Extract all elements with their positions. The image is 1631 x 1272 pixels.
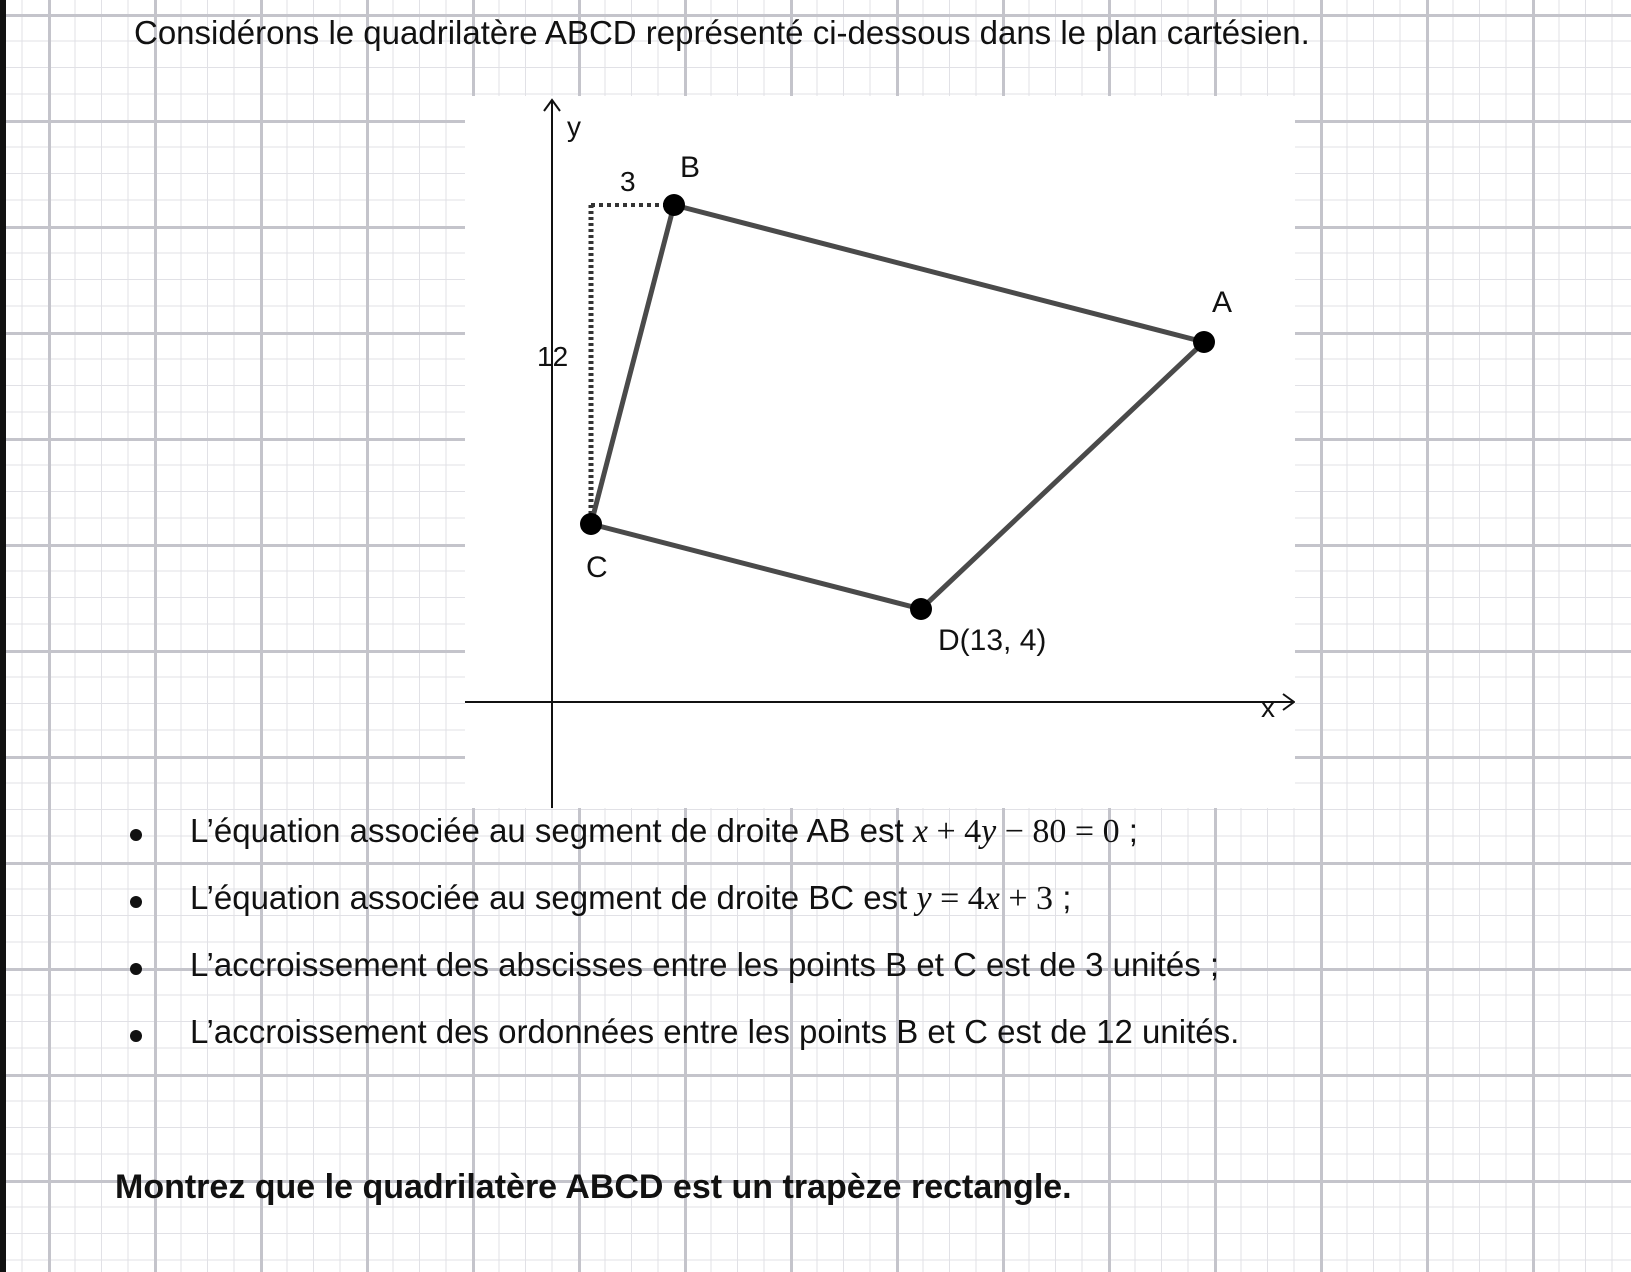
label-b: B xyxy=(680,151,701,184)
quadrilateral-abcd xyxy=(591,205,1204,609)
equation-bc: y = 4x + 3 xyxy=(916,880,1054,917)
cartesian-figure xyxy=(465,96,1295,808)
question-text: Montrez que le quadrilatère ABCD est un trapèze rectangle. xyxy=(115,1168,1072,1206)
left-margin-border xyxy=(0,0,6,1272)
quadrilateral-diagram xyxy=(465,96,1295,808)
statement-text: L’équation associée au segment de droite BC est xyxy=(190,879,908,916)
y-axis-label: y xyxy=(567,111,581,142)
bullet-icon xyxy=(130,896,142,908)
point-a xyxy=(1193,331,1215,353)
rise-label: 12 xyxy=(537,341,569,372)
intro-text: Considérons le quadrilatère ABCD représenté ci-dessous dans le plan cartésien. xyxy=(134,14,1310,51)
point-b xyxy=(663,194,685,216)
bullet-icon xyxy=(130,829,142,841)
statement-text: L’équation associée au segment de droite AB est xyxy=(190,812,904,849)
run-label: 3 xyxy=(620,166,636,197)
bullet-icon xyxy=(130,963,142,975)
label-c: C xyxy=(586,551,608,584)
statement-text: L’accroissement des ordonnées entre les points B et C est de 12 unités. xyxy=(190,1013,1240,1050)
equation-ab: x + 4y − 80 = 0 xyxy=(912,813,1120,850)
label-d: D(13, 4) xyxy=(938,624,1047,657)
point-c xyxy=(580,513,602,535)
statement-text: L’accroissement des abscisses entre les points B et C est de 3 unités ; xyxy=(190,946,1220,983)
label-a: A xyxy=(1212,286,1233,319)
statement-suffix: ; xyxy=(1119,812,1138,849)
statement-suffix: ; xyxy=(1053,879,1072,916)
x-axis-label: x xyxy=(1261,692,1275,723)
bullet-icon xyxy=(130,1030,142,1042)
point-d xyxy=(910,598,932,620)
